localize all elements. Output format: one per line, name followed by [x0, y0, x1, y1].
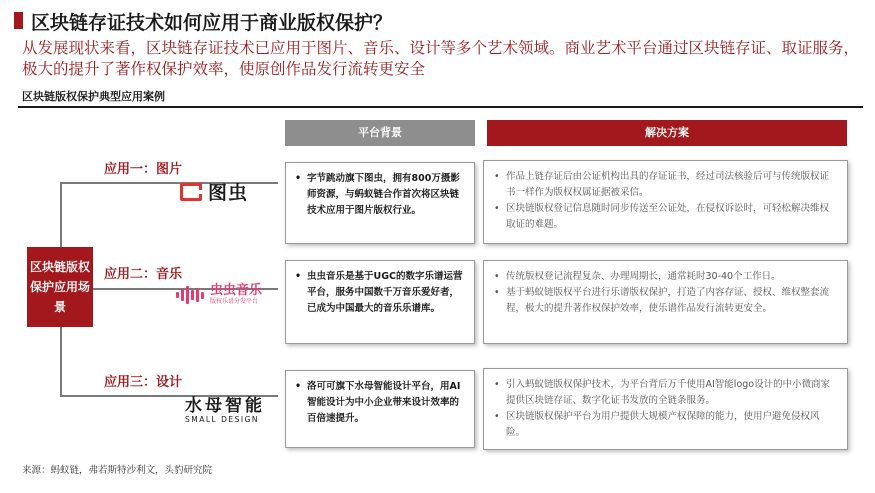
title-marker: [14, 12, 23, 29]
background-card-image: [285, 162, 475, 244]
tuchong-logo-text: 图虫: [208, 182, 249, 204]
bullet-dot: •: [494, 379, 500, 390]
background-card-music: [285, 260, 475, 344]
solution-text: 区块链版权登记信息随时同步传送至公证处，在侵权诉讼时，可轻松解决维权取证的难题。: [506, 203, 830, 230]
solution-card-image: [483, 160, 848, 244]
header-solution: 解决方案: [487, 120, 847, 146]
solution-text: 作品上链存证后由公证机构出具的存证证书，经过司法核验后可与传统版权证书一样作为版权权属证据被采信。: [506, 171, 830, 198]
shuimu-logo-text: 水母智能: [185, 396, 265, 416]
shuimu-design-logo-icon: [185, 397, 265, 425]
bullet-dot: •: [295, 381, 302, 392]
shuimu-logo-subtext: SMALL DESIGN: [185, 415, 260, 424]
section-divider: [18, 106, 863, 108]
app-label-music: 应用二：音乐: [104, 267, 183, 282]
bullet-dot: •: [295, 271, 302, 282]
tuchong-logo-icon: [180, 178, 248, 205]
solution-text: 传统版权登记流程复杂、办理周期长，通常耗时30-40个工作日。: [506, 271, 781, 282]
tuchong-mark-icon: [180, 183, 202, 201]
bullet-dot: •: [494, 287, 500, 298]
chongchong-music-logo-icon: [176, 284, 262, 306]
soundwave-icon: [176, 286, 204, 304]
bullet-dot: •: [295, 173, 302, 184]
music-logo-text: 虫虫音乐: [210, 283, 263, 298]
solution-text: 基于蚂蚁链版权平台进行乐谱版权保护，打造了内容存证、授权、维权整套流程，极大的提升著作权保护效率，使乐谱作品发行流转更安全。: [506, 287, 830, 314]
background-text: 字节跳动旗下图虫，拥有800万摄影师资源，与蚂蚁链合作首次将区块链技术应用于图片版权行业。: [307, 173, 460, 216]
page-subtitle: 从发展现状来看，区块链存证技术已应用于图片、音乐、设计等多个艺术领域。商业艺术平台通过区块链存证、取证服务，极大的提升了著作权保护效率，使原创作品发行流转更安全: [22, 39, 860, 78]
solution-text: 区块链版权保护平台为用户提供大规模产权保障的能力，使用户避免侵权风险。: [506, 411, 820, 438]
bullet-dot: •: [494, 203, 500, 214]
music-logo-subtext: 版权乐谱分发平台: [210, 298, 259, 305]
solution-card-music: [483, 260, 848, 344]
background-text: 虫虫音乐是基于UGC的数字乐谱运营平台，服务中国数千万音乐爱好者，已成为中国最大的音乐乐谱库。: [307, 271, 463, 314]
app-label-design: 应用三：设计: [104, 375, 183, 390]
page-title: 区块链存证技术如何应用于商业版权保护？: [31, 12, 393, 34]
bullet-dot: •: [494, 411, 500, 422]
solution-card-design: [483, 368, 848, 450]
app-label-image: 应用一：图片: [104, 162, 183, 177]
section-label: 区块链版权保护典型应用案例: [22, 90, 165, 103]
background-card-design: [285, 370, 475, 448]
center-scenario-box: 区块链版权保护应用场景: [27, 247, 93, 327]
header-platform-background: 平台背景: [285, 120, 475, 146]
bullet-dot: •: [494, 171, 500, 182]
background-text: 洛可可旗下水母智能设计平台，用AI智能设计为中小企业带来设计效率的百倍速提升。: [307, 381, 461, 424]
bullet-dot: •: [494, 271, 500, 282]
source-note: 来源：蚂蚁链，弗若斯特沙利文，头豹研究院: [22, 465, 213, 476]
solution-text: 引入蚂蚁链版权保护技术，为平台背后万千使用AI智能logo设计的中小微商家提供区块链存证、数字化证书发放的全链条服务。: [506, 379, 831, 406]
